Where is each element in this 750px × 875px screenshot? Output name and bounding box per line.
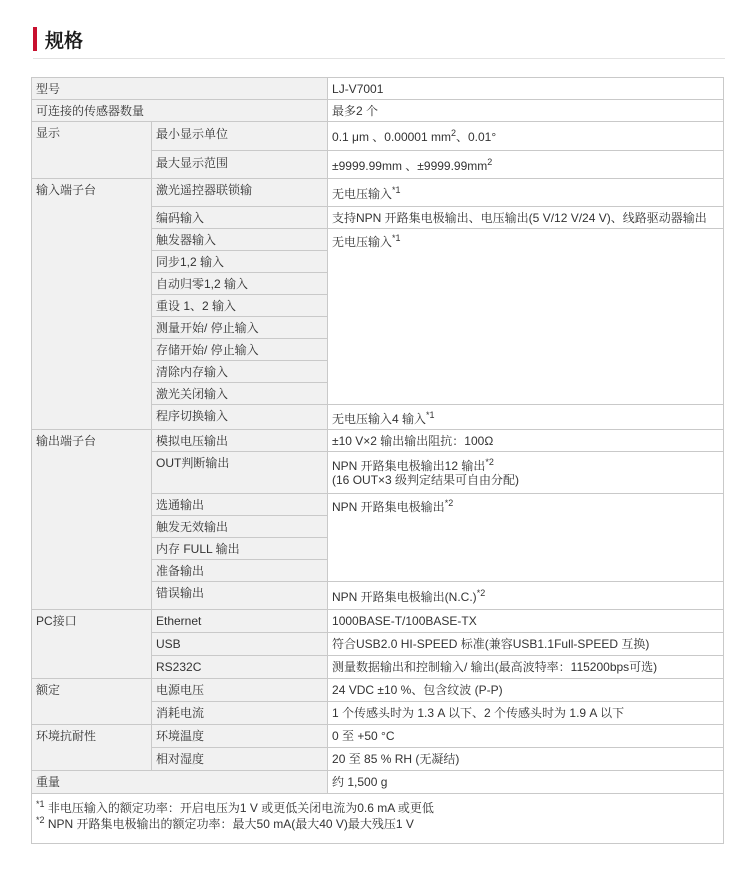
row-label-laser-off: 激光关闭输入	[152, 383, 328, 405]
row-label-temperature: 环境温度	[152, 725, 328, 748]
table-row	[32, 430, 724, 452]
row-label-model: 型号	[32, 78, 328, 100]
spec-table	[31, 77, 724, 844]
row-label-weight: 重量	[32, 771, 328, 794]
footnote-2: $^{*2}$ NPN 开路集电极输出的额定功率：最大50 mA(最大40 V)最大残压1 V	[36, 815, 414, 831]
row-label-current: 消耗电流	[152, 702, 328, 725]
row-label-auto-zero: 自动归零1,2 输入	[152, 273, 328, 295]
row-label-trigger-invalid: 触发无效输出	[152, 516, 328, 538]
group-label-input: 输入端子台	[32, 179, 152, 430]
section-heading	[33, 25, 83, 53]
row-label-trigger: 触发器输入	[152, 229, 328, 251]
table-row	[32, 679, 724, 702]
table-row	[32, 771, 724, 794]
row-label-sensors: 可连接的传感器数量	[32, 100, 328, 122]
row-value-out-judge: NPN 开路集电极输出12 输出$^{*2}$ (16 OUT×3 级判定结果可自由分配)	[328, 452, 724, 494]
row-value-current: 1 个传感头时为 1.3 A 以下、2 个传感头时为 1.9 A 以下	[328, 702, 724, 725]
table-row	[32, 100, 724, 122]
row-label-ethernet: Ethernet	[152, 610, 328, 633]
row-label-error: 错误输出	[152, 582, 328, 610]
row-value-humidity: 20 至 85 % RH (无凝结)	[328, 748, 724, 771]
group-label-rating: 额定	[32, 679, 152, 725]
footnotes	[32, 794, 724, 844]
row-label-laser-interlock: 激光遥控器联锁输	[152, 179, 328, 207]
row-value-trigger-group: 无电压输入$^{*1}$	[328, 229, 724, 405]
heading-accent-bar	[33, 27, 37, 51]
row-value-program: 无电压输入4 输入$^{*1}$	[328, 405, 724, 430]
row-value-max-range: ±9999.99mm 、$\pm 9999.99mm^2$	[328, 151, 724, 179]
row-value-model: LJ-V7001	[328, 78, 724, 100]
row-label-measure: 测量开始/ 停止输入	[152, 317, 328, 339]
group-label-display: 显示	[32, 122, 152, 179]
row-value-ethernet: 1000BASE-T/100BASE-TX	[328, 610, 724, 633]
table-row	[32, 78, 724, 100]
row-label-sync: 同步1,2 输入	[152, 251, 328, 273]
row-label-rs232c: RS232C	[152, 656, 328, 679]
row-value-sensors: 最多2 个	[328, 100, 724, 122]
row-value-laser-interlock: 无电压输入$^{*1}$	[328, 179, 724, 207]
row-value-analog: ±10 V×2 输出输出阻抗：100Ω	[328, 430, 724, 452]
row-label-reset: 重设 1、2 输入	[152, 295, 328, 317]
table-row	[32, 179, 724, 207]
group-label-pc: PC接口	[32, 610, 152, 679]
row-label-ready: 准备输出	[152, 560, 328, 582]
row-label-clear-memory: 清除内存输入	[152, 361, 328, 383]
footnotes-row	[32, 794, 724, 844]
row-label-program: 程序切换输入	[152, 405, 328, 430]
row-label-min-unit: 最小显示单位	[152, 122, 328, 151]
row-label-memory-full: 内存 FULL 输出	[152, 538, 328, 560]
row-label-out-judge: OUT判断输出	[152, 452, 328, 494]
page-title: 规格	[45, 29, 84, 52]
row-label-storage: 存储开始/ 停止输入	[152, 339, 328, 361]
row-value-error: NPN 开路集电极输出$(N.C.)^{*2}$	[328, 582, 724, 610]
row-label-supply: 电源电压	[152, 679, 328, 702]
footnote-1: $^{*1}$ 非电压输入的额定功率：开启电压为1 V 或更低关闭电流为0.6 mA 或更低	[36, 799, 434, 815]
out-judge-note: (16 OUT×3 级判定结果可自由分配)	[332, 473, 520, 487]
row-label-usb: USB	[152, 633, 328, 656]
row-value-temperature: 0 至 +50 °C	[328, 725, 724, 748]
row-label-max-range: 最大显示范围	[152, 151, 328, 179]
row-value-usb: 符合USB2.0 HI-SPEED 标准(兼容USB1.1Full-SPEED 互换)	[328, 633, 724, 656]
row-value-min-unit: 0.1 μm 、0.00001 $mm^2$、0.01°	[328, 122, 724, 151]
row-value-strobe-group: NPN 开路集电极输出$^{*2}$	[328, 494, 724, 582]
row-value-rs232c: 测量数据输出和控制输入/ 输出(最高波特率：115200bps可选)	[328, 656, 724, 679]
row-label-analog: 模拟电压输出	[152, 430, 328, 452]
table-row	[32, 725, 724, 748]
row-value-encoder: 支持NPN 开路集电极输出、电压输出(5 V/12 V/24 V)、线路驱动器输出	[328, 207, 724, 229]
row-label-strobe: 选通输出	[152, 494, 328, 516]
row-label-encoder: 编码输入	[152, 207, 328, 229]
group-label-output: 输出端子台	[32, 430, 152, 610]
table-row	[32, 122, 724, 151]
row-value-supply: 24 VDC ±10 %、包含纹波 (P-P)	[328, 679, 724, 702]
heading-divider	[33, 58, 725, 59]
table-row	[32, 610, 724, 633]
row-label-humidity: 相对湿度	[152, 748, 328, 771]
group-label-environment: 环境抗耐性	[32, 725, 152, 771]
row-value-weight: 约 1,500 g	[328, 771, 724, 794]
